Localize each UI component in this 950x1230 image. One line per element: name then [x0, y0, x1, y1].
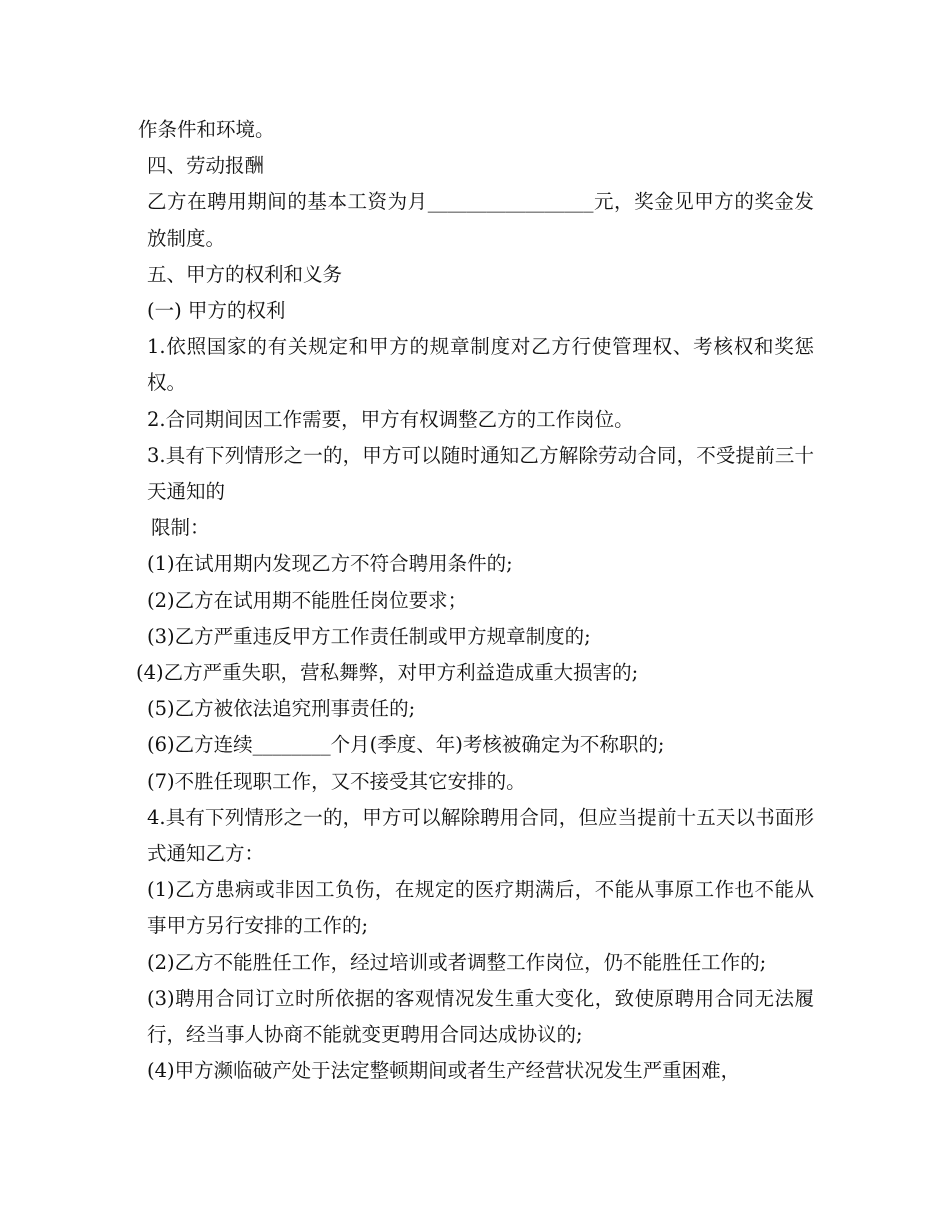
clause-4-item-1: (1)乙方患病或非因工负伤，在规定的医疗期满后，不能从事原工作也不能从事甲方另行安排的工作的;	[147, 878, 814, 938]
clause-3-item-5: (5)乙方被依法追究刑事责任的;	[147, 697, 416, 721]
clause-2: 2.合同期间因工作需要，甲方有权调整乙方的工作岗位。	[147, 407, 634, 431]
paragraph-continuation: 作条件和环境。	[138, 118, 275, 141]
clause-1: 1.依照国家的有关规定和甲方的规章制度对乙方行使管理权、考核权和奖惩权。	[147, 335, 814, 395]
clause-4-item-3: (3)聘用合同订立时所依据的客观情况发生重大变化，致使原聘用合同无法履行，经当事人协商不能就变更聘用合同达成协议的;	[147, 986, 814, 1047]
clause-3-item-1: (1)在试用期内发现乙方不符合聘用条件的;	[147, 552, 513, 576]
clause-3-item-4: (4)乙方严重失职，营私舞弊，对甲方利益造成重大损害的;	[136, 661, 639, 685]
clause-4: 4.具有下列情形之一的，甲方可以解除聘用合同，但应当提前十五天以书面形式通知乙方：	[147, 805, 814, 866]
paragraph-basic-salary: 乙方在聘用期间的基本工资为月_________________元，奖金见甲方的奖金发放制度。	[147, 190, 814, 250]
section-heading-party-a-rights-duties: 五、甲方的权利和义务	[147, 262, 343, 286]
subsection-heading-party-a-rights: (一) 甲方的权利	[147, 299, 286, 323]
clause-3-item-3: (3)乙方严重违反甲方工作责任制或甲方规章制度的;	[147, 624, 591, 648]
clause-3-item-7: (7)不胜任现职工作，又不接受其它安排的。	[147, 769, 526, 793]
clause-3-item-2: (2)乙方在试用期不能胜任岗位要求；	[147, 588, 468, 612]
clause-3: 3.具有下列情形之一的，甲方可以随时通知乙方解除劳动合同，不受提前三十天通知的	[147, 443, 814, 504]
clause-3-item-6: (6)乙方连续________个月(季度、年)考核被确定为不称职的;	[147, 733, 665, 757]
clause-3-continuation: 限制：	[151, 516, 210, 540]
clause-4-item-2: (2)乙方不能胜任工作，经过培训或者调整工作岗位，仍不能胜任工作的;	[147, 950, 767, 974]
section-heading-remuneration: 四、劳动报酬	[147, 154, 265, 178]
clause-4-item-4: (4)甲方濒临破产处于法定整顿期间或者生产经营状况发生严重困难，	[147, 1059, 741, 1083]
document-body	[138, 112, 814, 1089]
